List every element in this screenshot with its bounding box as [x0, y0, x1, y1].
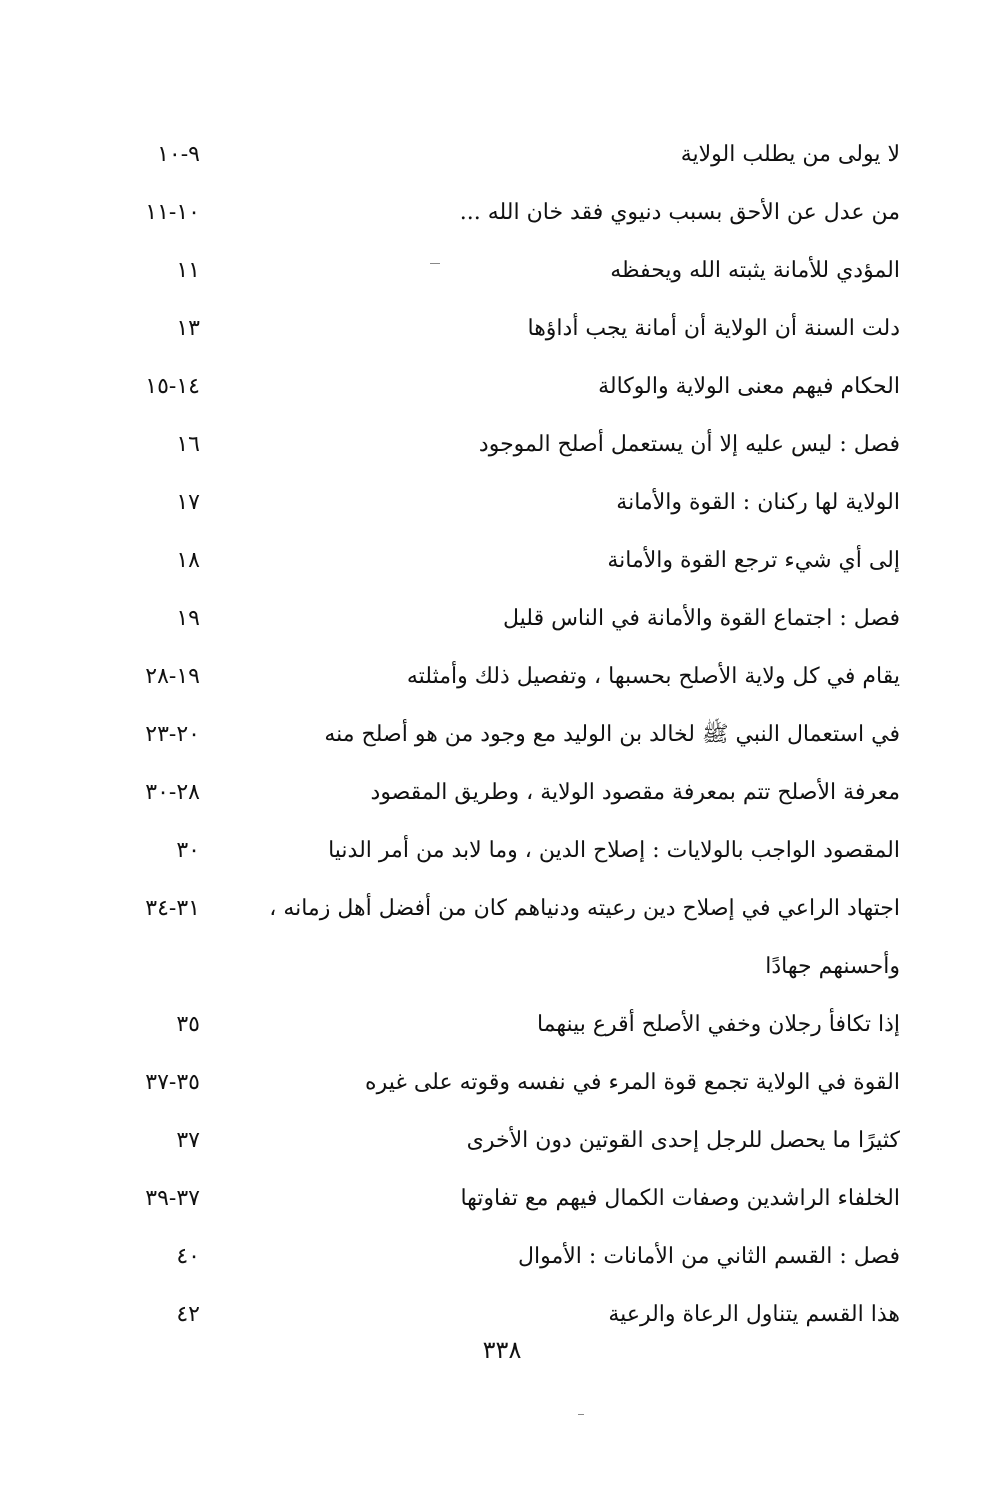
toc-entry-title: في استعمال النبي ﷺ لخالد بن الوليد مع وجود من هو أصلح منه — [324, 722, 900, 747]
toc-entry — [90, 764, 900, 822]
toc-entry-pages: ٣١-٣٤ — [145, 896, 200, 921]
toc-entry-pages: ١٠-١١ — [145, 200, 200, 225]
toc-entry-title: الولاية لها ركنان : القوة والأمانة — [616, 490, 900, 515]
toc-entry — [90, 996, 900, 1054]
toc-entry — [90, 1054, 900, 1112]
toc-entry-title: المقصود الواجب بالولايات : إصلاح الدين ، وما لابد من أمر الدنيا — [328, 838, 900, 863]
toc-entry — [90, 706, 900, 764]
toc-entry — [90, 416, 900, 474]
toc-entry — [90, 184, 900, 242]
toc-entry-title: فصل : ليس عليه إلا أن يستعمل أصلح الموجود — [478, 432, 900, 457]
toc-entry-pages: ٣٧ — [176, 1128, 200, 1153]
scan-speck — [430, 263, 440, 264]
toc-entry — [90, 648, 900, 706]
toc-entry-title: هذا القسم يتناول الرعاة والرعية — [608, 1302, 900, 1327]
toc-entry-pages: ٣٧-٣٩ — [145, 1186, 200, 1211]
toc-entry-pages: ١٤-١٥ — [145, 374, 200, 399]
toc-entry-pages: ١٧ — [176, 490, 200, 515]
toc-entry-title: القوة في الولاية تجمع قوة المرء في نفسه وقوته على غيره — [365, 1070, 900, 1095]
table-of-contents — [90, 126, 900, 1344]
toc-entry — [90, 590, 900, 648]
toc-entry-title: المؤدي للأمانة يثبته الله ويحفظه — [610, 258, 900, 283]
toc-entry — [90, 474, 900, 532]
toc-entry-title: معرفة الأصلح تتم بمعرفة مقصود الولاية ، وطريق المقصود — [370, 780, 900, 805]
toc-entry — [90, 880, 900, 996]
toc-entry — [90, 358, 900, 416]
toc-entry-title: كثيرًا ما يحصل للرجل إحدى القوتين دون الأخرى — [466, 1128, 900, 1153]
toc-entry-title: من عدل عن الأحق بسبب دنيوي فقد خان الله ... — [459, 200, 900, 225]
toc-entry-title: الحكام فيهم معنى الولاية والوكالة — [598, 374, 900, 399]
toc-entry-pages: ١٦ — [176, 432, 200, 457]
toc-entry-pages: ٣٥ — [176, 1012, 200, 1037]
toc-entry — [90, 242, 900, 300]
toc-entry — [90, 822, 900, 880]
toc-entry-title: دلت السنة أن الولاية أن أمانة يجب أداؤها — [527, 316, 900, 341]
toc-entry — [90, 1112, 900, 1170]
toc-entry — [90, 1170, 900, 1228]
toc-entry-pages: ٩-١٠ — [157, 142, 200, 167]
toc-entry-pages: ١٩-٢٨ — [145, 664, 200, 689]
toc-entry-pages: ١٣ — [176, 316, 200, 341]
toc-entry-title: اجتهاد الراعي في إصلاح دين رعيته ودنياهم كان من أفضل أهل زمانه ، وأحسنهم جهادًا — [269, 896, 900, 979]
toc-entry-pages: ٢٨-٣٠ — [145, 780, 200, 805]
toc-entry-pages: ١١ — [176, 258, 200, 283]
page-number: ٣٣٨ — [482, 1336, 522, 1364]
toc-entry-pages: ٤٢ — [176, 1302, 200, 1327]
toc-entry-title: إذا تكافأ رجلان وخفي الأصلح أقرع بينهما — [536, 1012, 900, 1037]
toc-entry — [90, 1228, 900, 1286]
toc-entry-pages: ٤٠ — [176, 1244, 200, 1269]
toc-entry-title: فصل : القسم الثاني من الأمانات : الأموال — [518, 1244, 900, 1269]
toc-entry-pages: ١٩ — [176, 606, 200, 631]
toc-entry-pages: ٣٥-٣٧ — [145, 1070, 200, 1095]
toc-entry-title: يقام في كل ولاية الأصلح بحسبها ، وتفصيل ذلك وأمثلته — [406, 664, 900, 689]
toc-entry-title: فصل : اجتماع القوة والأمانة في الناس قليل — [502, 606, 900, 631]
toc-entry-pages: ١٨ — [176, 548, 200, 573]
toc-entry — [90, 532, 900, 590]
toc-entry-pages: ٣٠ — [176, 838, 200, 863]
scan-speck — [578, 1414, 584, 1415]
toc-entry — [90, 126, 900, 184]
toc-entry-title: إلى أي شيء ترجع القوة والأمانة — [607, 548, 900, 573]
toc-entry-title: لا يولى من يطلب الولاية — [680, 142, 900, 167]
toc-entry-title: الخلفاء الراشدين وصفات الكمال فيهم مع تفاوتها — [460, 1186, 900, 1211]
toc-entry — [90, 300, 900, 358]
toc-entry-pages: ٢٠-٢٣ — [145, 722, 200, 747]
